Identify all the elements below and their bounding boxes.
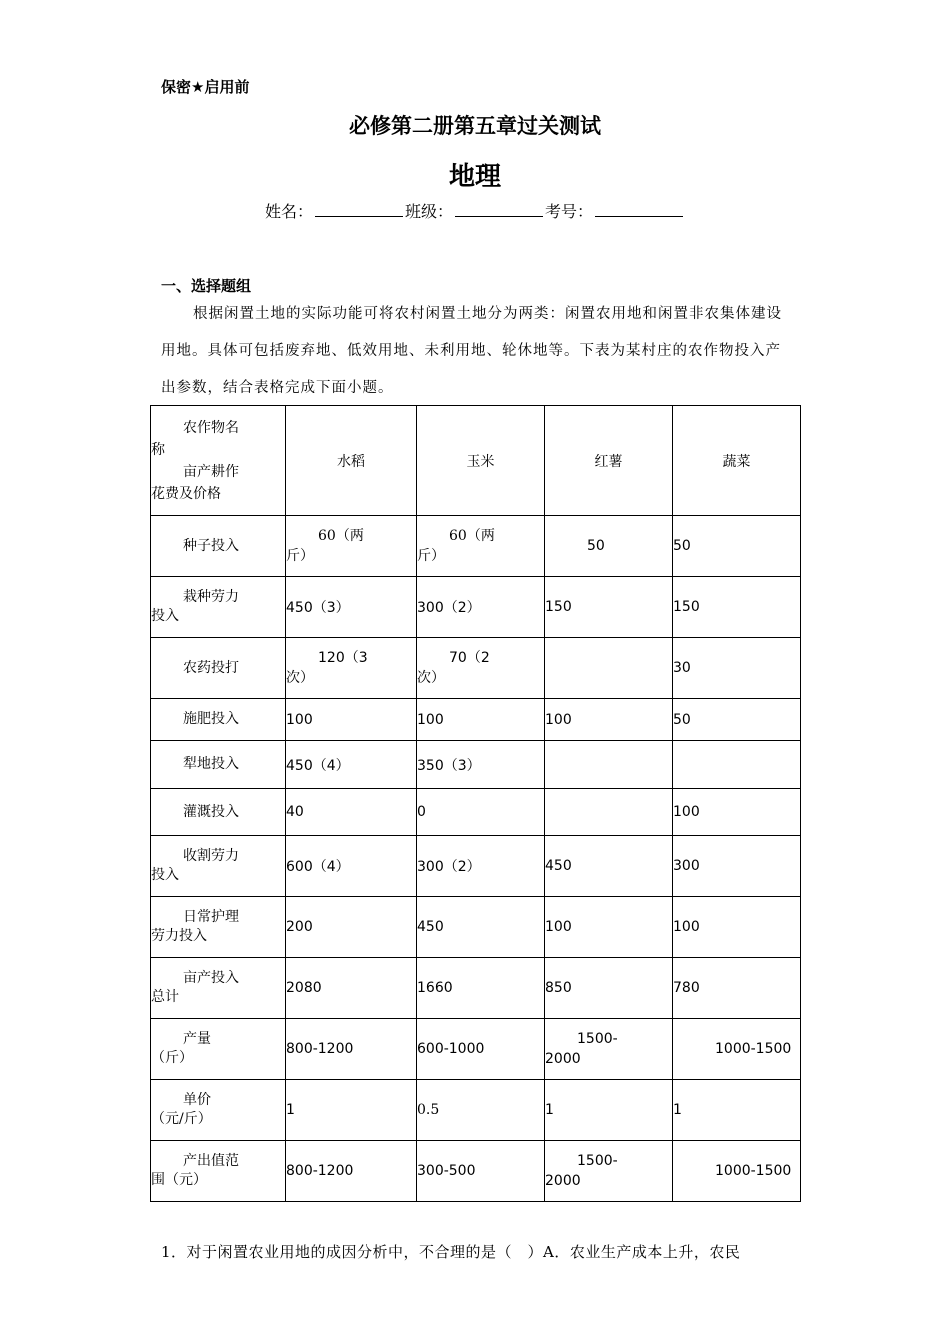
- table-cell: 450（4）: [286, 741, 417, 789]
- table-cell: 150: [673, 577, 801, 638]
- name-label: 姓名：: [264, 202, 313, 221]
- table-row: [151, 836, 801, 897]
- corner-line: 花费及价格: [151, 485, 221, 502]
- table-cell-cont: 次）: [417, 670, 445, 686]
- table-cell: 0.5: [417, 1080, 545, 1141]
- row-label: 施肥投入: [183, 711, 239, 727]
- table-corner-header: [151, 406, 286, 516]
- table-cell-cont: 次）: [286, 670, 314, 686]
- table-cell: 0: [417, 789, 545, 836]
- table-cell: 450: [545, 836, 673, 897]
- class-label: 班级：: [404, 202, 453, 221]
- table-cell-cont: 斤）: [417, 548, 445, 564]
- table-header-row: [151, 406, 801, 516]
- row-label-cont: （元/斤）: [151, 1111, 212, 1127]
- column-header: 水稻: [286, 406, 417, 516]
- intro-paragraph: 根据闲置土地的实际功能可将农村闲置土地分为两类：闲置农用地和闲置非农集体建设用地。具体可包括废弃地、低效用地、未利用地、轮休地等。下表为某村庄的农作物投入产出参数，结合表格完成下面小题。: [161, 306, 782, 396]
- exam-number-label: 考号：: [545, 202, 594, 221]
- row-label: 栽种劳力: [183, 589, 239, 605]
- row-label: 灌溉投入: [183, 803, 239, 820]
- table-row: [151, 958, 801, 1019]
- row-label-cont: 围（元）: [151, 1172, 207, 1188]
- table-cell-cont: 斤）: [286, 548, 314, 564]
- table-cell: 1: [286, 1080, 417, 1141]
- exam-number-blank[interactable]: [595, 202, 683, 217]
- table-cell: 450: [417, 897, 545, 958]
- table-row: [151, 741, 801, 789]
- table-cell: 1000-1500: [673, 1019, 801, 1080]
- table-cell: 100: [545, 699, 673, 741]
- name-blank[interactable]: [315, 202, 403, 217]
- table-cell: [673, 741, 801, 789]
- class-blank[interactable]: [455, 202, 543, 217]
- table-cell: 1: [673, 1080, 801, 1141]
- table-cell: 780: [673, 958, 801, 1019]
- table-cell: 850: [545, 958, 673, 1019]
- table-cell: 300（2）: [417, 836, 545, 897]
- table-row: [151, 897, 801, 958]
- table-cell: [545, 741, 673, 789]
- confidential-label: 保密★启用前: [161, 78, 250, 96]
- column-header: 红薯: [545, 406, 673, 516]
- row-label: 单价: [183, 1092, 211, 1108]
- table-cell: 1: [545, 1080, 673, 1141]
- table-cell-cont: 2000: [545, 1173, 581, 1189]
- table-cell: 150: [545, 577, 673, 638]
- row-label-cont: 总计: [151, 989, 179, 1005]
- table-cell: 1000-1500: [673, 1141, 801, 1202]
- table-cell: 30: [673, 638, 801, 699]
- table-cell: 600（4）: [286, 836, 417, 897]
- crop-input-output-table: [150, 405, 801, 1202]
- exam-title: 必修第二册第五章过关测试: [349, 114, 601, 138]
- row-label-cont: 投入: [151, 608, 179, 624]
- table-cell: 300: [673, 836, 801, 897]
- table-cell: 350（3）: [417, 741, 545, 789]
- table-row: [151, 577, 801, 638]
- corner-line: 亩产耕作: [183, 463, 239, 480]
- column-header: 玉米: [417, 406, 545, 516]
- table-cell-cont: 2000: [545, 1051, 581, 1067]
- table-cell: 300-500: [417, 1141, 545, 1202]
- row-label: 亩产投入: [183, 970, 239, 986]
- table-cell: 1660: [417, 958, 545, 1019]
- table-cell: 1500-: [577, 1031, 618, 1047]
- row-label: 日常护理: [183, 909, 239, 925]
- table-cell: [545, 789, 673, 836]
- table-cell: 60（两: [449, 528, 495, 544]
- table-row: [151, 789, 801, 836]
- table-row: [151, 699, 801, 741]
- student-info-line: [0, 199, 950, 222]
- row-label: 农药投打: [183, 659, 239, 676]
- table-cell: 200: [286, 897, 417, 958]
- table-cell: 60（两: [318, 528, 364, 544]
- row-label: 犁地投入: [183, 756, 239, 772]
- row-label: 种子投入: [183, 537, 239, 554]
- table-cell: 50: [673, 516, 801, 577]
- table-cell: 450（3）: [286, 577, 417, 638]
- table-cell: 100: [417, 699, 545, 741]
- table-cell: 100: [673, 897, 801, 958]
- table-row: [151, 1141, 801, 1202]
- row-label: 产出值范: [183, 1153, 239, 1169]
- table-cell: 50: [673, 699, 801, 741]
- table-cell: 2080: [286, 958, 417, 1019]
- row-label: 产量: [183, 1031, 211, 1047]
- table-cell: 40: [286, 789, 417, 836]
- table-cell: 120（3: [318, 650, 368, 666]
- question-1: 1．对于闲置农业用地的成因分析中，不合理的是（ ）A．农业生产成本上升，农民: [161, 1243, 741, 1261]
- table-cell: 100: [286, 699, 417, 741]
- table-cell: [545, 638, 673, 699]
- row-label-cont: 劳力投入: [151, 928, 207, 944]
- table-cell: 50: [545, 516, 673, 577]
- table-cell: 300（2）: [417, 577, 545, 638]
- section-heading: 一、选择题组: [161, 277, 252, 295]
- table-cell: 1500-: [577, 1153, 618, 1169]
- subject-title: 地理: [448, 162, 501, 192]
- corner-line: 称: [151, 441, 165, 458]
- table-cell: 800-1200: [286, 1141, 417, 1202]
- row-label-cont: （斤）: [151, 1050, 193, 1066]
- table-row: [151, 1019, 801, 1080]
- table-row: [151, 1080, 801, 1141]
- column-header: 蔬菜: [673, 406, 801, 516]
- table-cell: 800-1200: [286, 1019, 417, 1080]
- row-label-cont: 投入: [151, 867, 179, 883]
- table-row: [151, 638, 801, 699]
- table-cell: 100: [545, 897, 673, 958]
- corner-line: 农作物名: [183, 419, 239, 436]
- table-cell: 100: [673, 789, 801, 836]
- table-row: [151, 516, 801, 577]
- table-cell: 600-1000: [417, 1019, 545, 1080]
- row-label: 收割劳力: [183, 848, 239, 864]
- table-cell: 70（2: [449, 650, 490, 666]
